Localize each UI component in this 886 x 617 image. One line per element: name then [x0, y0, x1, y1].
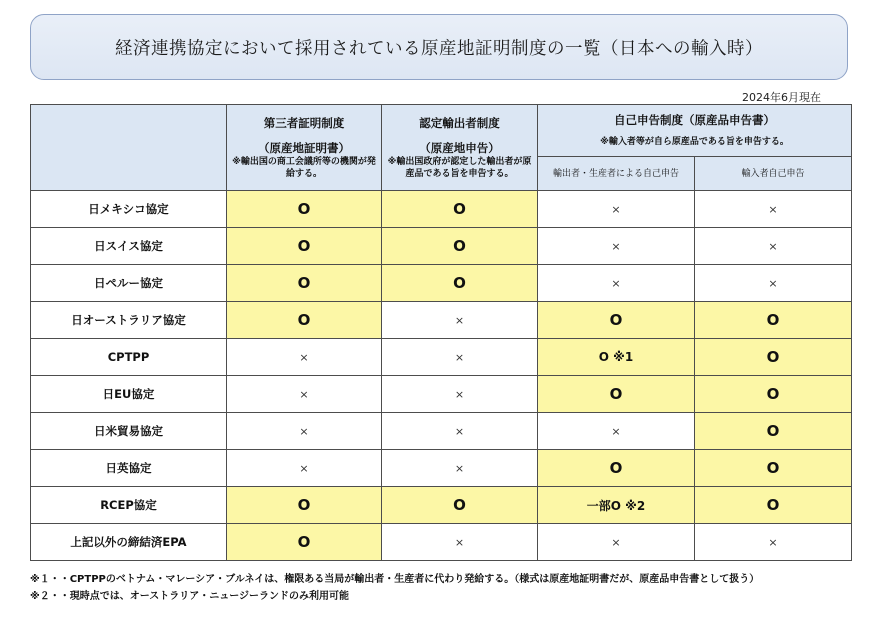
applicable-mark: O: [453, 237, 466, 255]
status-cell-c2: [382, 339, 538, 376]
header-self-note: ※輸入者等が自ら原産品である旨を申告する。: [600, 137, 789, 147]
header-third-party-title: 第三者証明制度: [263, 115, 345, 130]
status-cell-c4: [695, 487, 852, 524]
header-third-party-note: ※輸出国の商工会議所等の機関が発給する。: [232, 156, 376, 179]
header-self-title: 自己申告制度（原産品申告書）: [614, 113, 775, 127]
not-applicable-mark: ×: [611, 535, 621, 549]
status-cell-c1: [227, 524, 382, 561]
status-cell-c4: [695, 265, 852, 302]
not-applicable-mark: ×: [611, 276, 621, 290]
applicable-mark: O ※1: [598, 350, 634, 364]
status-cell-c1: [227, 339, 382, 376]
applicable-mark: 一部O ※2: [586, 498, 646, 513]
status-cell-c4: [695, 376, 852, 413]
applicable-mark: O: [766, 311, 780, 329]
status-cell-c3: [538, 450, 695, 487]
not-applicable-mark: ×: [611, 424, 621, 438]
header-third-party-sub: （原産地証明書）: [258, 140, 350, 155]
applicable-mark: O: [297, 237, 311, 255]
status-cell-c1: [227, 302, 382, 339]
as-of-date: 2024年6月現在: [742, 91, 821, 104]
applicable-mark: O: [766, 459, 780, 477]
not-applicable-mark: ×: [454, 387, 465, 401]
not-applicable-mark: ×: [454, 461, 465, 475]
agreement-name: 上記以外の締結済EPA: [31, 524, 227, 561]
not-applicable-mark: ×: [299, 350, 309, 364]
footnote-1: ※１・・CPTPPのベトナム・マレーシア・ブルネイは、権限ある当局が輸出者・生産者に代わり発給する。（様式は原産地証明書だが、原産品申告書として扱う）: [30, 574, 760, 585]
applicable-mark: O: [297, 200, 311, 218]
title-banner: [30, 14, 848, 80]
table-row: [31, 228, 852, 265]
applicable-mark: O: [766, 496, 780, 514]
status-cell-c4: [695, 450, 852, 487]
status-cell-c3: [538, 413, 695, 450]
applicable-mark: O: [297, 496, 311, 514]
applicable-mark: O: [453, 274, 466, 292]
status-cell-c2: [382, 524, 538, 561]
status-cell-c1: [227, 450, 382, 487]
status-cell-c3: [538, 339, 695, 376]
applicable-mark: O: [453, 496, 466, 514]
status-cell-c2: [382, 376, 538, 413]
header-approved-exporter: [382, 105, 538, 191]
agreement-name: 日米貿易協定: [31, 413, 227, 450]
origin-certification-table: [30, 104, 852, 561]
status-cell-c2: [382, 413, 538, 450]
table-row: [31, 450, 852, 487]
not-applicable-mark: ×: [299, 461, 309, 475]
table-row: [31, 191, 852, 228]
table-row: [31, 339, 852, 376]
not-applicable-mark: ×: [299, 387, 309, 401]
header-self-declaration: [538, 105, 852, 157]
status-cell-c4: [695, 413, 852, 450]
status-cell-c3: [538, 376, 695, 413]
not-applicable-mark: ×: [454, 313, 465, 327]
status-cell-c1: [227, 228, 382, 265]
status-cell-c1: [227, 376, 382, 413]
not-applicable-mark: ×: [454, 535, 465, 549]
header-approved-title: 認定輸出者制度: [419, 115, 500, 130]
footnote-2: ※２・・現時点では、オーストラリア・ニュージーランドのみ利用可能: [30, 591, 350, 602]
header-importer-self: 輸入者自己申告: [695, 157, 852, 191]
agreement-name: CPTPP: [31, 339, 227, 376]
status-cell-c1: [227, 191, 382, 228]
status-cell-c2: [382, 450, 538, 487]
not-applicable-mark: ×: [454, 350, 465, 364]
table-row: [31, 376, 852, 413]
status-cell-c3: [538, 524, 695, 561]
status-cell-c4: [695, 191, 852, 228]
applicable-mark: O: [453, 200, 466, 218]
table-body: [31, 191, 852, 561]
not-applicable-mark: ×: [299, 424, 309, 438]
not-applicable-mark: ×: [768, 535, 778, 549]
status-cell-c4: [695, 524, 852, 561]
applicable-mark: O: [297, 274, 311, 292]
header-approved-note: ※輸出国政府が認定した輸出者が原産品である旨を申告する。: [387, 156, 532, 179]
agreement-name: 日スイス協定: [31, 228, 227, 265]
applicable-mark: O: [766, 385, 780, 403]
applicable-mark: O: [609, 385, 623, 403]
status-cell-c2: [382, 191, 538, 228]
header-blank: [31, 105, 227, 191]
status-cell-c3: [538, 228, 695, 265]
agreement-name: 日オーストラリア協定: [31, 302, 227, 339]
not-applicable-mark: ×: [768, 239, 778, 253]
not-applicable-mark: ×: [454, 424, 465, 438]
table-row: [31, 413, 852, 450]
not-applicable-mark: ×: [611, 202, 621, 216]
applicable-mark: O: [609, 459, 623, 477]
table-row: [31, 487, 852, 524]
header-third-party: [227, 105, 382, 191]
not-applicable-mark: ×: [768, 202, 778, 216]
agreement-name: RCEP協定: [31, 487, 227, 524]
applicable-mark: O: [297, 533, 311, 551]
status-cell-c4: [695, 339, 852, 376]
header-exporter-self: 輸出者・生産者による自己申告: [538, 157, 695, 191]
status-cell-c3: [538, 302, 695, 339]
page-title: 経済連携協定において採用されている原産地証明制度の一覧（日本への輸入時）: [115, 38, 763, 59]
agreement-name: 日EU協定: [31, 376, 227, 413]
header-approved-sub: （原産地申告）: [419, 140, 500, 155]
status-cell-c3: [538, 265, 695, 302]
status-cell-c3: [538, 487, 695, 524]
table-row: [31, 524, 852, 561]
status-cell-c2: [382, 265, 538, 302]
not-applicable-mark: ×: [768, 276, 778, 290]
not-applicable-mark: ×: [611, 239, 621, 253]
status-cell-c1: [227, 487, 382, 524]
status-cell-c1: [227, 265, 382, 302]
status-cell-c2: [382, 487, 538, 524]
status-cell-c1: [227, 413, 382, 450]
applicable-mark: O: [766, 422, 780, 440]
footnotes: [30, 571, 759, 605]
agreement-name: 日ペルー協定: [31, 265, 227, 302]
status-cell-c2: [382, 302, 538, 339]
table-row: [31, 302, 852, 339]
status-cell-c4: [695, 302, 852, 339]
agreement-name: 日英協定: [31, 450, 227, 487]
applicable-mark: O: [609, 311, 623, 329]
applicable-mark: O: [766, 348, 780, 366]
table-row: [31, 265, 852, 302]
applicable-mark: O: [297, 311, 311, 329]
status-cell-c4: [695, 228, 852, 265]
status-cell-c3: [538, 191, 695, 228]
agreement-name: 日メキシコ協定: [31, 191, 227, 228]
status-cell-c2: [382, 228, 538, 265]
